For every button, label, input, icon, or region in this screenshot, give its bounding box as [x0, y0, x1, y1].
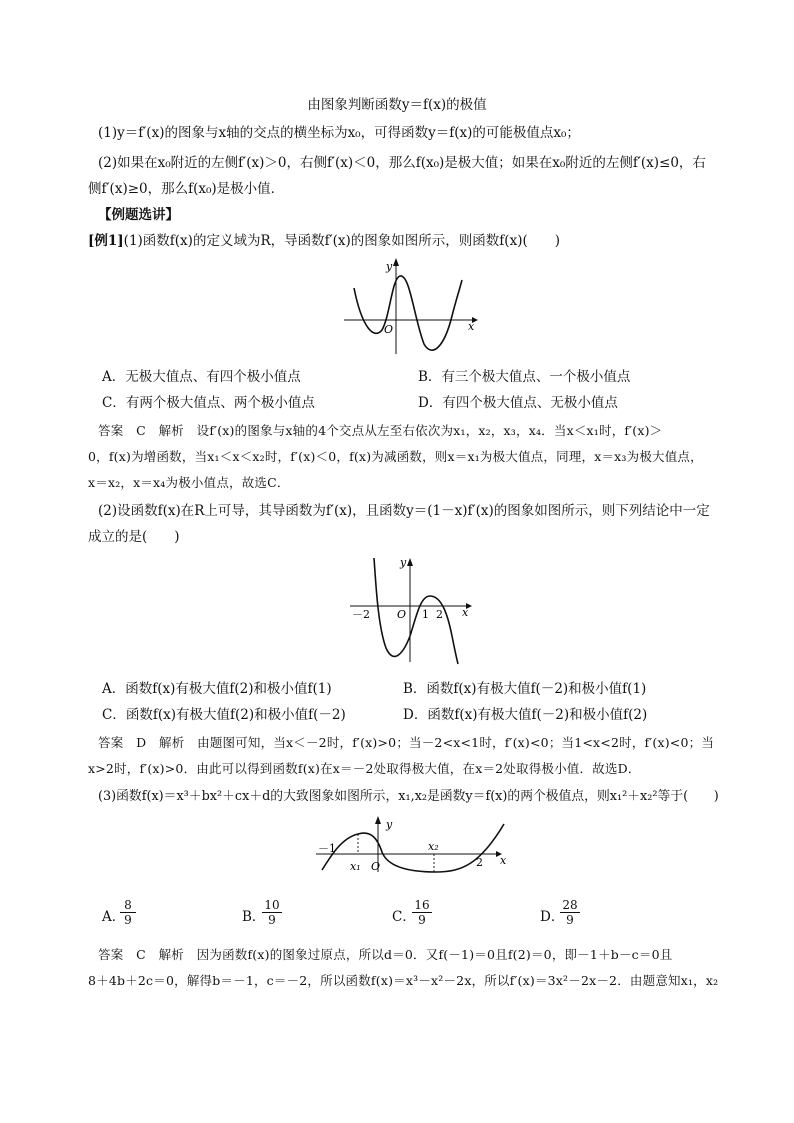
- x-axis-label: x: [500, 854, 507, 867]
- example3-option-c-fraction: [412, 898, 432, 927]
- example3-option-c-letter: C．: [392, 909, 416, 925]
- y-axis-arrow: [393, 258, 399, 266]
- example2-answer-line-2: x>2时，f′(x)>0．由此可以得到函数f(x)在x＝－2处取得极大值，在x＝2处取得极小值．故选D．: [88, 761, 641, 776]
- tick-label-2: 2: [436, 608, 443, 621]
- denominator: 9: [418, 913, 426, 927]
- y-axis-arrow: [375, 816, 381, 824]
- tick-label-2: 2: [476, 856, 483, 869]
- numerator: 8: [120, 898, 136, 913]
- denominator: 9: [124, 913, 132, 927]
- y-axis-label: y: [386, 260, 393, 273]
- example3-answer-line-1: 答案 C 解析 因为函数f(x)的图象过原点，所以d＝0．又f(－1)＝0且f(2)＝0，即－1＋b－c＝0且: [98, 947, 673, 962]
- tick-label-neg1: －1: [318, 842, 336, 855]
- y-axis-label: y: [386, 818, 393, 831]
- example1-question-text: (1)函数f(x)的定义域为R，导函数f′(x)的图象如图所示，则函数f(x)( ): [123, 233, 560, 249]
- intro-paragraph-2-line-2: 侧f′(x)≥0，那么f(x₀)是极小值．: [88, 181, 285, 197]
- intro-paragraph-2-line-1: (2)如果在x₀附近的左侧f′(x)＞0，右侧f′(x)＜0，那么f(x₀)是极大值；如果在x₀附近的左侧f′(x)≤0，右: [98, 155, 706, 171]
- example3-option-b-fraction: [262, 898, 282, 927]
- numerator: 10: [262, 898, 282, 913]
- example2-option-d: D．函数f(x)有极大值f(－2)和极小值f(2): [403, 707, 648, 723]
- example1-answer-line-1: 答案 C 解析 设f′(x)的图象与x轴的4个交点从左至右依次为x₁，x₂，x₃，x₄．当x＜x₁时，f′(x)＞: [98, 423, 663, 438]
- example3-option-b-letter: B．: [242, 909, 266, 925]
- examples-heading: 【例题选讲】: [98, 207, 179, 223]
- intro-paragraph-1: (1)y＝f′(x)的图象与x轴的交点的横坐标为x₀，可得函数y＝f(x)的可能极值点x₀；: [98, 125, 580, 141]
- example1-label: [例1]: [88, 233, 124, 249]
- example2-answer-line-1: 答案 D 解析 由题图可知，当x＜－2时，f′(x)>0；当－2<x<1时，f′(x)<0；当1<x<2时，f′(x)<0；当: [98, 735, 715, 750]
- y-axis-arrow: [407, 558, 413, 566]
- example2-option-a: A．函数f(x)有极大值f(2)和极小值f(1): [102, 681, 332, 697]
- origin-label: O: [397, 608, 407, 621]
- denominator: 9: [268, 913, 276, 927]
- x2-label: x₂: [428, 840, 439, 853]
- example2-question-line-2: 成立的是( ): [88, 529, 180, 545]
- example1-option-d: D．有四个极大值点、无极小值点: [418, 395, 618, 411]
- derivative-curve: [354, 276, 462, 350]
- example3-option-d-letter: D．: [540, 909, 565, 925]
- example3-option-a-fraction: [120, 898, 136, 927]
- example1-question: [88, 232, 718, 250]
- example3-graph: [312, 814, 512, 876]
- origin-label: O: [384, 323, 394, 336]
- y-axis-label: y: [400, 556, 407, 569]
- tick-label-neg2: －2: [352, 608, 370, 621]
- section-title: 由图象判断函数y＝f(x)的极值: [307, 97, 487, 113]
- example1-answer-line-2: 0，f(x)为增函数，当x₁＜x＜x₂时，f′(x)＜0，f(x)为减函数，则x＝x₁为极大值点，同理，x＝x₃为极大值点，: [88, 449, 703, 464]
- example1-graph: [340, 258, 480, 358]
- example3-question: (3)函数f(x)＝x³＋bx²＋cx＋d的大致图象如图所示，x₁,x₂是函数y＝f(x)的两个极值点，则x₁²＋x₂²等于( ): [98, 789, 719, 804]
- tick-label-1: 1: [422, 608, 429, 621]
- x-axis-label: x: [468, 320, 475, 333]
- example2-option-c: C．函数f(x)有极大值f(2)和极小值f(－2): [102, 707, 346, 723]
- example3-option-d-fraction: [560, 898, 580, 927]
- example1-option-a: A．无极大值点、有四个极小值点: [102, 369, 301, 385]
- numerator: 16: [412, 898, 432, 913]
- example2-graph: [348, 556, 478, 666]
- denominator: 9: [566, 913, 574, 927]
- function-curve: [374, 558, 458, 664]
- origin-label: O: [371, 860, 381, 873]
- example3-answer-line-2: 8＋4b＋2c＝0，解得b＝－1，c＝－2，所以函数f(x)＝x³－x²－2x，所以f′(x)＝3x²－2x－2．由题意知x₁，x₂: [88, 973, 718, 988]
- x-axis-label: x: [462, 606, 469, 619]
- x1-label: x₁: [350, 860, 361, 873]
- example2-option-b: B．函数f(x)有极大值f(－2)和极小值f(1): [403, 681, 647, 697]
- example2-question-line-1: (2)设函数f(x)在R上可导，其导函数为f′(x)，且函数y＝(1－x)f′(x)的图象如图所示，则下列结论中一定: [98, 503, 710, 519]
- example3-option-a-letter: A．: [102, 909, 126, 925]
- example1-option-b: B．有三个极大值点、一个极小值点: [418, 369, 631, 385]
- example1-answer-line-3: x＝x₂，x＝x₄为极小值点，故选C．: [88, 475, 290, 490]
- numerator: 28: [560, 898, 580, 913]
- example1-option-c: C．有两个极大值点、两个极小值点: [102, 395, 315, 411]
